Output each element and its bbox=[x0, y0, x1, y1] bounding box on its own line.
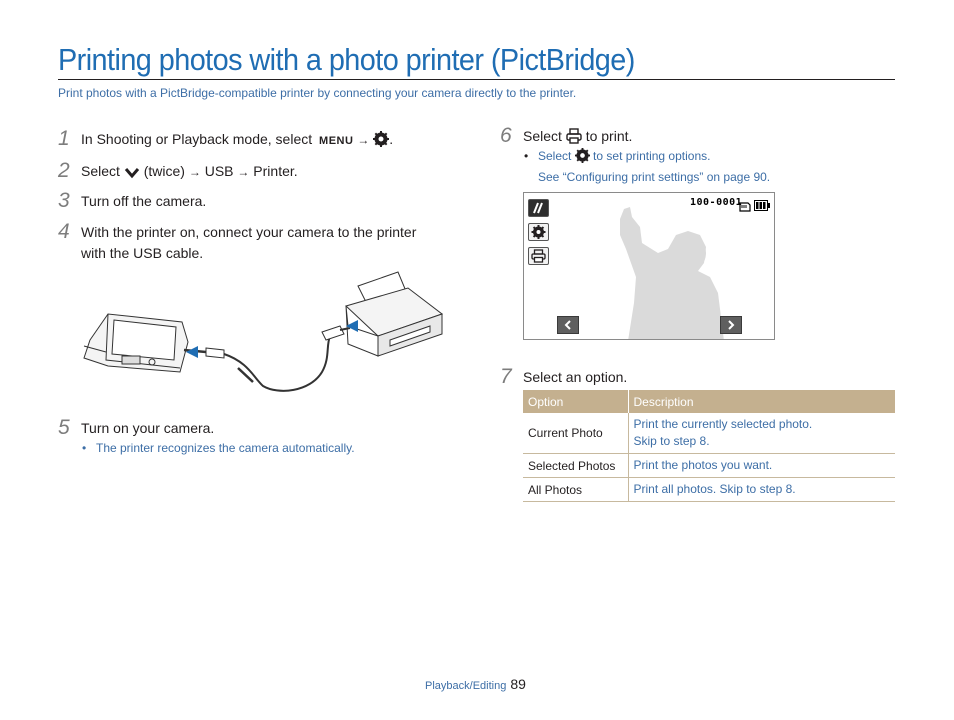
step-number: 5 bbox=[58, 416, 70, 439]
column-header-option: Option bbox=[523, 390, 628, 413]
settings-gear-icon bbox=[575, 148, 590, 168]
step-number: 2 bbox=[58, 159, 70, 182]
page-title: Printing photos with a photo printer (PictBridge) bbox=[58, 42, 635, 77]
page-subtitle: Print photos with a PictBridge-compatible printer by connecting your camera directly to the printer. bbox=[58, 86, 577, 100]
settings-gear-icon bbox=[373, 131, 389, 153]
step-number: 1 bbox=[58, 127, 70, 150]
step-1-text: In Shooting or Playback mode, select bbox=[81, 131, 313, 147]
step-5 bbox=[58, 418, 214, 439]
step-1 bbox=[58, 129, 393, 153]
next-photo-button[interactable] bbox=[720, 316, 742, 334]
option-cell: Current Photo bbox=[523, 413, 628, 454]
arrow-icon: → bbox=[237, 165, 250, 179]
table-header-row bbox=[523, 390, 895, 413]
step-6-note: • Select to set printing options. See “Configuring print settings” on page 90. bbox=[524, 149, 771, 184]
option-cell: All Photos bbox=[523, 478, 628, 502]
step-7 bbox=[500, 367, 627, 388]
page-footer bbox=[425, 676, 526, 692]
step-5-note: • The printer recognizes the camera automatically. bbox=[82, 441, 355, 455]
memory-card-icon bbox=[739, 199, 751, 217]
arrow-icon: → bbox=[357, 133, 370, 147]
step-4 bbox=[58, 222, 416, 264]
table-row bbox=[523, 413, 895, 454]
arrow-icon: → bbox=[188, 165, 201, 179]
step-text: Select to print. bbox=[523, 126, 632, 150]
pictbridge-mode-icon[interactable] bbox=[528, 199, 549, 217]
description-cell: Print all photos. Skip to step 8. bbox=[628, 478, 895, 502]
step-number: 4 bbox=[58, 220, 70, 243]
print-options-table bbox=[523, 390, 895, 502]
settings-gear-icon[interactable] bbox=[528, 223, 549, 241]
step-text: Select an option. bbox=[523, 369, 628, 385]
usb-option: USB bbox=[204, 163, 234, 179]
printer-option: Printer bbox=[253, 163, 294, 179]
bullet: • bbox=[524, 149, 529, 163]
bullet: • bbox=[82, 441, 87, 455]
column-header-description: Description bbox=[628, 390, 895, 413]
step-3 bbox=[58, 191, 206, 212]
camera-printer-connection-illustration bbox=[78, 270, 444, 400]
battery-icon bbox=[754, 198, 770, 216]
title-divider bbox=[58, 79, 895, 80]
step-text: In Shooting or Playback mode, select MENU → . bbox=[81, 129, 393, 153]
step-number: 6 bbox=[500, 124, 512, 147]
menu-icon: MENU bbox=[319, 135, 354, 147]
step-text: Turn off the camera. bbox=[81, 193, 207, 209]
camera-screen-preview bbox=[523, 192, 775, 340]
table-row bbox=[523, 478, 895, 502]
step-number: 3 bbox=[58, 189, 70, 212]
step-text: With the printer on, connect your camera to the printer with the USB cable. bbox=[81, 224, 417, 261]
file-counter: 100-0001 bbox=[690, 197, 743, 208]
print-button[interactable] bbox=[528, 247, 549, 265]
chevron-down-icon bbox=[124, 164, 140, 185]
page-number: 89 bbox=[510, 676, 526, 692]
table-row bbox=[523, 454, 895, 478]
description-cell: Print the photos you want. bbox=[628, 454, 895, 478]
previous-photo-button[interactable] bbox=[557, 316, 579, 334]
step-text: Turn on your camera. bbox=[81, 420, 215, 436]
step-2 bbox=[58, 161, 298, 185]
description-cell: Print the currently selected photo. Skip to step 8. bbox=[628, 413, 895, 454]
option-cell: Selected Photos bbox=[523, 454, 628, 478]
step-number: 7 bbox=[500, 365, 512, 388]
footer-section: Playback/Editing bbox=[425, 680, 507, 692]
step-text: Select (twice) → USB → Printer. bbox=[81, 161, 298, 185]
